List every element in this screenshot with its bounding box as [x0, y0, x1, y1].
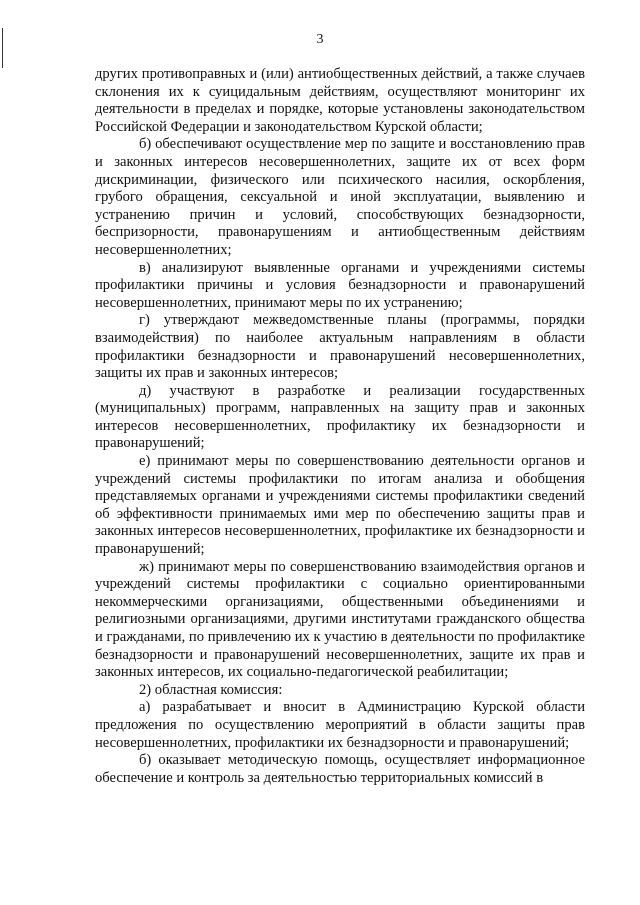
document-body	[95, 66, 585, 787]
paragraph-item-v: в) анализируют выявленные органами и учреждениями системы профилактики причины и условия безнадзорности и правонарушений несовершеннолетних, принимают меры по их устранению;	[95, 259, 585, 311]
section-heading-regional-commission: 2) областная комиссия:	[139, 681, 283, 698]
paragraph-item-d: д) участвуют в разработке и реализации государственных (муниципальных) программ, направленных на защиту прав и законных интересов несовершеннолетних, профилактику их безнадзорности и правонарушений;	[95, 382, 585, 452]
paragraph-section-2-item-a: а) разрабатывает и вносит в Администрацию Курской области предложения по осуществлению мероприятий в области защиты прав несовершеннолетних, профилактики их безнадзорности и правонарушений;	[95, 699, 585, 751]
paragraph-item-e: е) принимают меры по совершенствованию деятельности органов и учреждений системы профилактики по итогам анализа и обобщения представляемых органами и учреждениями системы профилактики сведений об эффективности принимаемых ими мер по обеспечению защиты прав и законных интересов несовершеннолетних, профилактике их безнадзорности и правонарушений;	[95, 453, 585, 558]
paragraph-item-g: г) утверждают межведомственные планы (программы, порядки взаимодействия) по наиболее актуальным направлениям в области профилактики безнадзорности и правонарушений несовершеннолетних, защиты их прав и законных интересов;	[95, 312, 585, 382]
page-number: 3	[316, 32, 324, 47]
paragraph-item-b: б) обеспечивают осуществление мер по защите и восстановлению прав и законных интересов несовершеннолетних, защите их от всех форм дискриминации, физического или психического насилия, оскорбления, грубого обращения, сексуальной и иной эксплуатации, выявлению и устранению причин и условий, способствующих безнадзорности, беспризорности, правонарушениям и антиобщественным действиям несовершеннолетних;	[95, 136, 585, 258]
paragraph-section-2-item-b: б) оказывает методическую помощь, осуществляет информационное обеспечение и контроль за деятельностью территориальных комиссий в	[95, 752, 585, 786]
paragraph-item-zh: ж) принимают меры по совершенствованию взаимодействия органов и учреждений системы профилактики с социально ориентированными некоммерческими организациями, общественными объединениями и религиозными организациями, другими институтами гражданского общества и гражданами, по привлечению их к участию в деятельности по профилактике безнадзорности и правонарушений несовершеннолетних, защите их прав и законных интересов, их социально-педагогической реабилитации;	[95, 558, 585, 681]
paragraph-continuation: других противоправных и (или) антиобщественных действий, а также случаев склонения их к суицидальным действиям, осуществляют мониторинг их деятельности в пределах и порядке, которые установлены законодательством Российской Федерации и законодательством Курской области;	[95, 66, 585, 135]
